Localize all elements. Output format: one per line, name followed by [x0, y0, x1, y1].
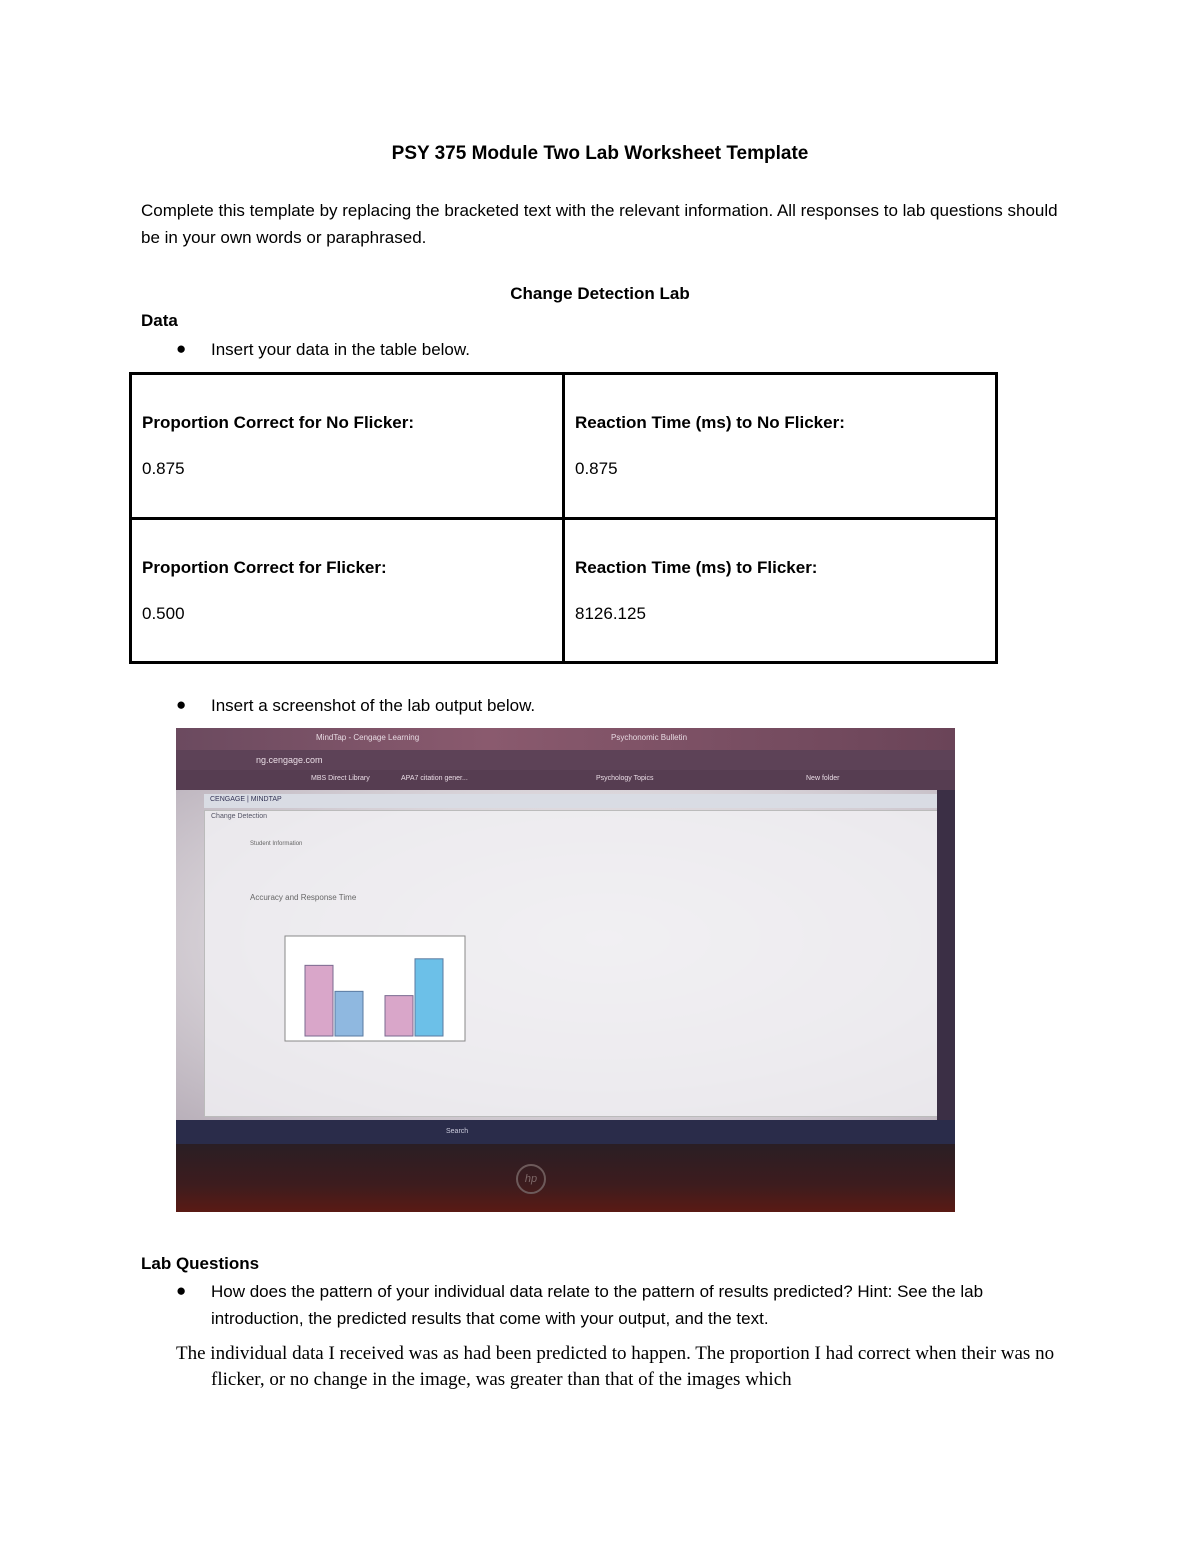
cell-label: Proportion Correct for No Flicker: — [142, 413, 415, 432]
bookmark-item: New folder — [806, 775, 840, 782]
right-strip — [937, 790, 955, 1120]
laptop-bezel — [176, 1144, 955, 1212]
bar-rt-flicker — [415, 959, 443, 1036]
bullet-data-instruction: Insert your data in the table below. — [211, 340, 470, 359]
bookmarks-bar — [176, 770, 955, 790]
app-bar — [204, 794, 954, 808]
browser-tab-bar — [176, 728, 955, 750]
bullet-icon: ● — [176, 339, 187, 358]
bookmark-item: Psychology Topics — [596, 775, 654, 782]
cell-label: Reaction Time (ms) to Flicker: — [575, 557, 818, 577]
student-info-label: Student Information — [250, 841, 303, 847]
bar-rt-no-flicker — [335, 991, 363, 1036]
bullet-icon: ● — [176, 695, 187, 714]
table-cell — [131, 374, 564, 519]
cell-label: Proportion Correct for Flicker: — [142, 557, 387, 577]
page-title: PSY 375 Module Two Lab Worksheet Template — [391, 143, 809, 164]
bar-accuracy-flicker — [385, 996, 413, 1036]
cell-value: 8126.125 — [575, 603, 646, 623]
output-dialog — [204, 810, 946, 1117]
output-chart — [275, 931, 475, 1061]
data-table — [129, 372, 998, 664]
bookmark-item: APA7 citation gener... — [401, 775, 468, 782]
table-row — [131, 518, 997, 663]
accuracy-heading: Accuracy and Response Time — [250, 893, 357, 902]
data-section-label: Data — [141, 311, 178, 330]
url-text: ng.cengage.com — [256, 755, 323, 765]
table-cell — [564, 374, 997, 519]
bookmark-item: MBS Direct Library — [311, 775, 370, 782]
laptop-screen — [176, 790, 955, 1120]
cell-value: 0.875 — [575, 459, 618, 478]
lab-heading: Change Detection Lab — [510, 284, 690, 303]
taskbar-search: Search — [446, 1128, 469, 1135]
hp-logo-icon: hp — [516, 1164, 546, 1194]
lab-questions-label: Lab Questions — [141, 1254, 260, 1273]
bar-accuracy-no-flicker — [305, 965, 333, 1036]
cell-value: 0.875 — [142, 459, 185, 478]
intro-paragraph: Complete this template by replacing the bracketed text with the relevant information. All responses to lab questions should be in your own words or paraphrased. — [141, 201, 1058, 247]
answer-1: The individual data I received was as had been predicted to happen. The proportion I had correct when their was no flicker, or no change in the image, was greater than that of the images which — [176, 1343, 1055, 1390]
cell-value: 0.500 — [142, 603, 185, 623]
browser-tab: Psychonomic Bulletin — [611, 733, 688, 742]
table-row — [131, 374, 997, 519]
browser-tab: MindTap - Cengage Learning — [316, 733, 420, 742]
browser-url-bar — [176, 750, 955, 770]
table-cell — [131, 518, 564, 663]
question-1: How does the pattern of your individual data relate to the pattern of results predicted? Hint: See the lab introduction, the predicted results that come with your output, and the text. — [211, 1282, 984, 1328]
cell-label: Reaction Time (ms) to No Flicker: — [575, 413, 845, 432]
table-cell — [564, 518, 997, 663]
os-taskbar — [176, 1120, 955, 1144]
bullet-icon: ● — [176, 1281, 187, 1300]
bullet-screenshot-instruction: Insert a screenshot of the lab output below. — [211, 696, 536, 715]
app-bar-title: CENGAGE | MINDTAP — [210, 796, 282, 803]
dialog-title: Change Detection — [211, 813, 268, 820]
lab-output-photo — [176, 728, 955, 1212]
